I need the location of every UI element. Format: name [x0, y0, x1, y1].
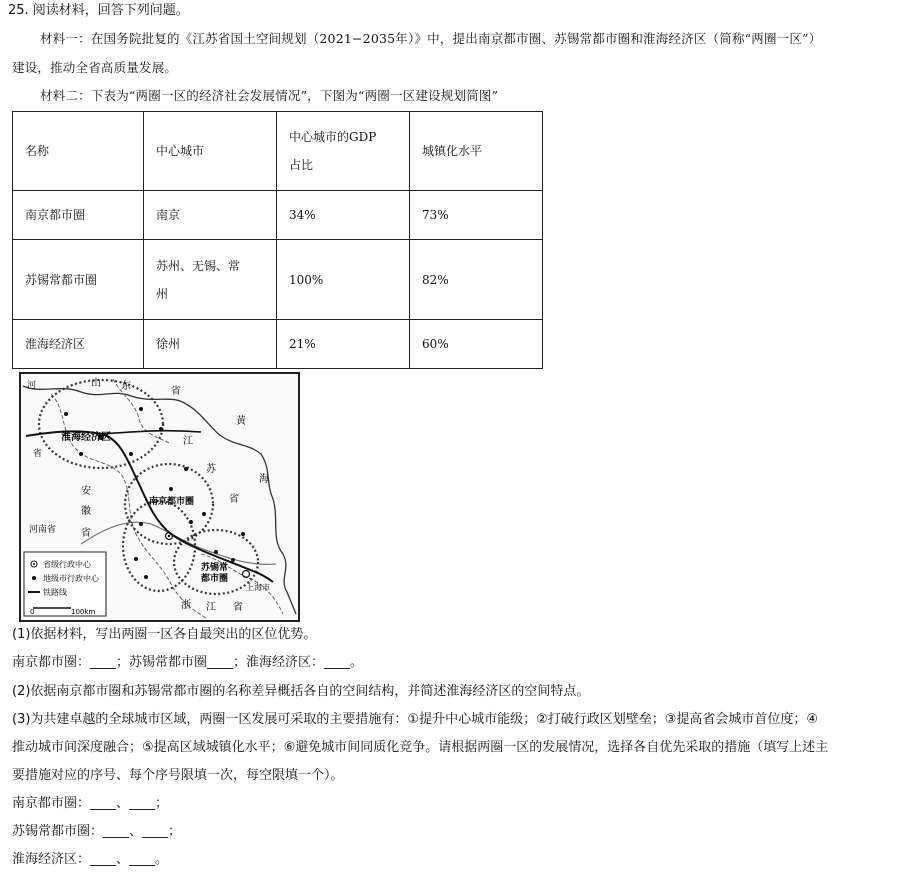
legend-capital-symbol: [33, 563, 35, 565]
cell-urban: 60%: [410, 320, 543, 369]
river: [81, 522, 276, 564]
city-dot: [214, 550, 218, 554]
label-suxichang-1: 苏锡常: [201, 563, 229, 573]
question-2: (2)依据南京都市圈和苏锡常都市圈的名称差异概括各自的空间结构，并简述淮海经济区的空间特点。: [12, 684, 590, 699]
header-gdp-line1: 中心城市的GDP: [289, 130, 377, 144]
label-nanjing: 南京都市圈: [149, 497, 195, 507]
city-dot: [169, 487, 173, 491]
cell-gdp: 34%: [277, 191, 410, 240]
city-dot: [184, 467, 188, 471]
city-dot: [129, 452, 133, 456]
cell-name: 淮海经济区: [13, 320, 144, 369]
label-shanghai: 上海市: [246, 583, 270, 592]
material-one-line1: 材料一：在国务院批复的《江苏省国土空间规划（2021−2035年）》中，提出南京都市圈、苏锡常都市圈和淮海经济区（简称“两圈一区”）: [40, 31, 822, 46]
question-3-line2: 推动城市间深度融合；⑤提高区域城镇化水平；⑥避免城市间同质化竞争。请根据两圈一区的发展情况，选择各自优先采取的措施（填写上述主: [12, 740, 829, 755]
legend-prefecture: 地级市行政中心: [43, 574, 99, 583]
cell-name: 南京都市圈: [13, 191, 144, 240]
label-sheng: 省: [33, 449, 43, 459]
question-title: 25. 阅读材料，回答下列问题。: [8, 3, 189, 18]
label-huaihai: 淮海经济区: [61, 432, 111, 443]
label-zhejiang-2: 江: [206, 602, 216, 613]
city-dot: [189, 520, 193, 524]
header-center: 中心城市: [144, 112, 277, 191]
header-name: 名称: [13, 112, 144, 191]
planning-map: [19, 372, 300, 622]
table-row: [13, 320, 543, 369]
city-dot: [64, 412, 68, 416]
city-dot: [231, 558, 235, 562]
answer-huaihai: 淮海经济区：____、____。: [12, 852, 169, 867]
table-row: [13, 191, 543, 240]
nanjing-circle-south: [123, 501, 195, 591]
question-3-line1: (3)为共建卓越的全球城市区域，两圈一区发展可采取的主要措施有：①提升中心城市能级；②打破行政区划壁垒；③提高省会城市首位度；④: [12, 712, 819, 727]
label-he: 河: [27, 381, 37, 391]
answer-suxichang: 苏锡常都市圈：____、____；: [12, 824, 182, 839]
city-dot: [241, 532, 245, 536]
question-1: (1)依据材料，写出两圈一区各自最突出的区位优势。: [12, 627, 317, 642]
railway-line: [101, 431, 201, 434]
label-shandong-2: 东: [121, 381, 131, 392]
city-dot: [202, 512, 206, 516]
label-shandong-3: 省: [171, 386, 181, 397]
label-shandong-1: 山: [91, 378, 101, 389]
cell-center-line2: 州: [156, 286, 169, 301]
table-row: [13, 240, 543, 320]
label-jiangsu-1: 江: [183, 436, 193, 447]
cell-name: 苏锡常都市圈: [13, 240, 144, 320]
header-gdp-line2: 占比: [289, 158, 314, 172]
question-1-answer: 南京都市圈：____；苏锡常都市圈____；淮海经济区：____。: [12, 655, 364, 670]
cell-gdp: 100%: [277, 240, 410, 320]
label-suxichang-2: 都市圈: [201, 574, 229, 584]
label-zhejiang-1: 浙: [181, 600, 191, 611]
city-dot: [159, 427, 163, 431]
capital-marker: [243, 571, 250, 578]
huaihai-circle: [39, 380, 163, 468]
cell-urban: 82%: [410, 240, 543, 320]
cell-center-line1: 苏州、无锡、常: [156, 258, 241, 273]
legend-prefecture-symbol: [32, 576, 36, 580]
label-jiangsu-3: 省: [229, 494, 239, 505]
label-zhejiang-3: 省: [233, 602, 243, 613]
header-urban: 城镇化水平: [410, 112, 543, 191]
cell-urban: 73%: [410, 191, 543, 240]
material-one-line2: 建设，推动全省高质量发展。: [12, 60, 178, 75]
city-dot: [79, 452, 83, 456]
label-huang: 黄: [236, 416, 246, 427]
legend-railway: 铁路线: [43, 588, 67, 597]
scale-label: 100km: [71, 608, 96, 616]
answer-nanjing: 南京都市圈：____、____；: [12, 796, 169, 811]
cell-center: 徐州: [144, 320, 277, 369]
city-dot: [144, 575, 148, 579]
label-henan: 河南省: [29, 525, 57, 535]
legend-capital: 省级行政中心: [43, 560, 91, 569]
cell-gdp: 21%: [277, 320, 410, 369]
label-anhui-2: 徽: [81, 506, 91, 517]
question-3-line3: 要措施对应的序号、每个序号限填一次，每空限填一个）。: [12, 768, 344, 783]
city-dot: [139, 522, 143, 526]
capital-marker: [168, 535, 170, 537]
label-jiangsu-2: 苏: [206, 464, 216, 475]
development-table: [12, 111, 543, 369]
label-anhui-3: 省: [81, 528, 91, 539]
table-header-row: [13, 112, 543, 191]
header-gdp: [277, 112, 410, 191]
city-dot: [134, 557, 138, 561]
label-anhui-1: 安: [81, 486, 91, 497]
label-hai: 海: [259, 474, 269, 485]
cell-center: [144, 240, 277, 320]
scale-zero: 0: [30, 608, 35, 616]
map-svg: [21, 374, 298, 620]
material-two: 材料二：下表为“两圈一区的经济社会发展情况”，下图为“两圈一区建设规划简图”: [40, 88, 499, 103]
cell-center: 南京: [144, 191, 277, 240]
city-dot: [139, 407, 143, 411]
